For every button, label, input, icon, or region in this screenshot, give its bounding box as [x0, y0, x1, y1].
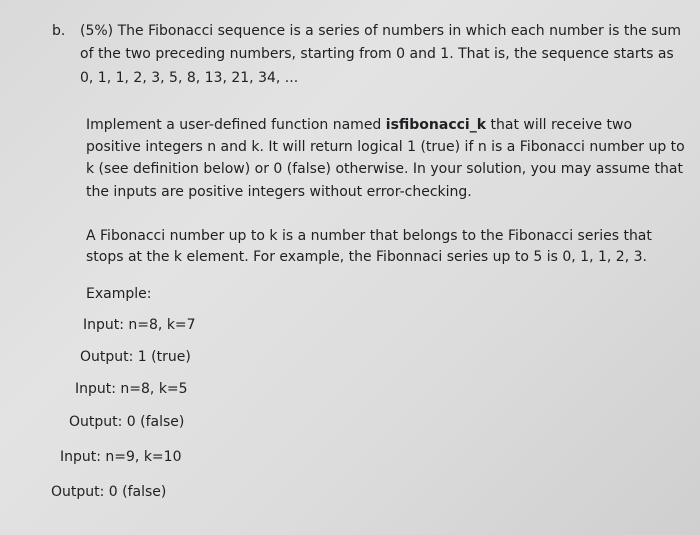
- function-name: isfibonacci_k: [385, 117, 487, 133]
- example-input: Input: n=8, k=5: [75, 381, 188, 397]
- definition-line: stops at the k element. For example, the Fibonnaci series up to 5 is 0, 1, 1, 2, 3.: [86, 249, 647, 265]
- task-line: the inputs are positive integers without error-checking.: [86, 184, 472, 200]
- example-input: Input: n=8, k=7: [83, 317, 196, 333]
- task-line: [86, 116, 632, 134]
- task-line: k (see definition below) or 0 (false) otherwise. In your solution, you may assume that: [86, 161, 683, 177]
- example-output: Output: 0 (false): [51, 484, 167, 500]
- example-output: Output: 1 (true): [80, 349, 191, 365]
- intro-line: of the two preceding numbers, starting from 0 and 1. That is, the sequence starts as: [80, 46, 674, 62]
- task-text: that will receive two: [486, 117, 633, 133]
- task-line: positive integers n and k. It will return logical 1 (true) if n is a Fibonacci number up to: [86, 139, 685, 155]
- definition-line: A Fibonacci number up to k is a number that belongs to the Fibonacci series that: [86, 228, 652, 244]
- example-output: Output: 0 (false): [69, 414, 185, 430]
- question-marker: b.: [52, 23, 66, 39]
- intro-line: 0, 1, 1, 2, 3, 5, 8, 13, 21, 34, ...: [80, 70, 299, 86]
- example-label: Example:: [86, 286, 152, 302]
- intro-line: (5%) The Fibonacci sequence is a series of numbers in which each number is the sum: [80, 23, 682, 39]
- example-input: Input: n=9, k=10: [60, 449, 182, 465]
- task-text: Implement a user-defined function named: [86, 117, 386, 133]
